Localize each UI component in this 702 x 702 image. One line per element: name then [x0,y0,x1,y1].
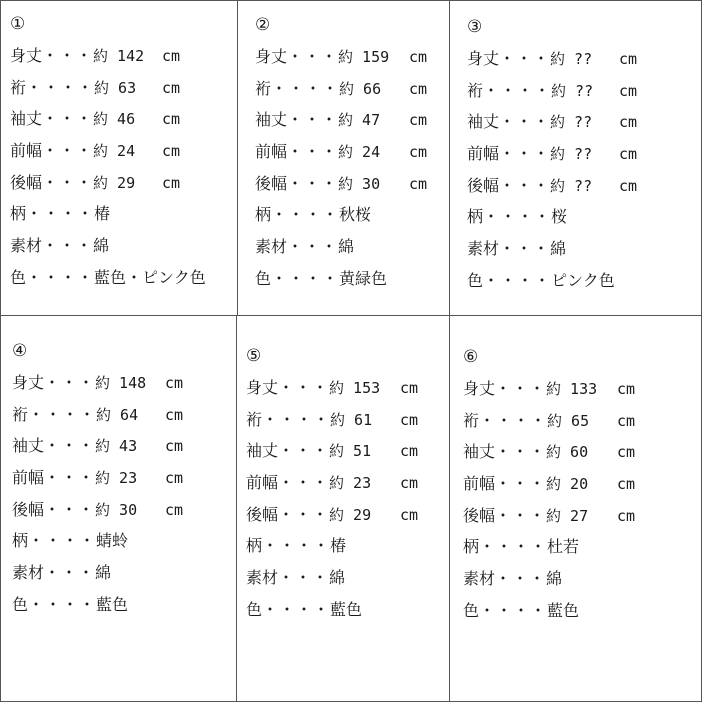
spec-value: 約 47 [338,111,381,130]
spec-leader-dots: ・・・ [44,563,96,583]
spec-value: 約 24 [93,142,136,161]
spec-row [463,569,698,601]
spec-leader-dots: ・・・ [287,142,339,162]
spec-label: 柄 [12,531,29,551]
spec-unit: cm [409,143,428,162]
spec-unit: cm [617,380,636,398]
spec-leader-dots: ・・・ [278,441,330,461]
spec-row [12,436,232,468]
spec-row [12,500,232,532]
spec-value: 約 ?? [550,50,593,68]
spec-leader-dots: ・・・・ [262,536,331,556]
spec-unit: cm [165,374,184,392]
spec-leader-dots: ・・・ [495,379,547,398]
spec-leader-dots: ・・・ [287,47,339,66]
spec-label: 柄 [10,204,27,224]
spec-row [463,506,698,538]
spec-leader-dots: ・・・ [278,378,330,397]
spec-value: 椿 [330,536,347,556]
spec-leader-dots: ・・・ [42,46,94,65]
spec-unit: cm [165,500,184,519]
spec-label: 柄 [246,536,263,556]
spec-row [12,468,232,500]
spec-value: 約 ?? [550,145,593,164]
spec-value: 約 46 [93,110,136,129]
spec-label: 色 [463,600,480,620]
spec-value: 約 148 [95,374,147,392]
spec-label: 袖丈 [12,436,45,456]
spec-row [246,410,446,442]
spec-label: 色 [255,268,272,288]
spec-leader-dots: ・・・ [499,112,551,132]
spec-row [463,411,698,443]
spec-row [255,269,445,301]
spec-unit: cm [619,145,638,164]
spec-row [12,373,232,405]
spec-label: 前幅 [467,144,500,164]
spec-label: 身丈 [10,46,43,65]
spec-value: 綿 [95,563,112,583]
spec-value: 約 ?? [550,176,593,195]
spec-row [12,531,232,563]
spec-row [463,601,698,633]
spec-label: 身丈 [255,47,288,66]
item-number: ⑤ [246,346,262,366]
spec-value: 約 60 [546,443,589,462]
spec-value: 綿 [550,239,567,259]
spec-label: 素材 [10,236,43,256]
spec-leader-dots: ・・・・ [479,410,548,430]
spec-label: 色 [246,599,263,619]
spec-value: 綿 [338,237,355,257]
spec-label: 前幅 [246,473,279,493]
spec-value: 約 142 [93,47,145,65]
spec-leader-dots: ・・・ [42,109,94,129]
spec-value: 椿 [94,204,111,224]
spec-leader-dots: ・・・・ [262,599,331,619]
grid-divider-bottom-1 [236,315,237,702]
spec-unit: cm [617,443,636,462]
spec-label: 後幅 [463,505,496,525]
spec-unit: cm [400,474,419,493]
spec-unit: cm [409,111,428,130]
spec-row [467,81,697,113]
grid-border-left [0,0,1,702]
spec-unit: cm [619,50,638,68]
spec-label: 身丈 [12,373,45,392]
spec-leader-dots: ・・・・ [479,600,548,620]
spec-row [10,236,235,268]
item-cell-4 [12,341,232,627]
spec-label: 柄 [255,205,272,225]
spec-leader-dots: ・・・ [495,505,547,525]
spec-value: 約 51 [329,442,372,461]
spec-unit: cm [619,113,638,132]
spec-label: 裄 [10,77,27,97]
spec-row [12,405,232,437]
spec-value: 綿 [546,569,563,589]
spec-leader-dots: ・・・ [287,173,339,193]
spec-label: 裄 [467,80,484,100]
spec-row [467,144,697,176]
spec-leader-dots: ・・・・ [26,267,95,287]
spec-value: 藍色 [330,599,363,619]
spec-unit: cm [617,411,636,430]
spec-unit: cm [162,78,181,97]
spec-label: 色 [10,267,27,287]
spec-label: 後幅 [255,173,288,193]
spec-label: 素材 [246,568,279,588]
item-number: ① [10,14,26,34]
spec-value: 約 133 [546,380,598,398]
spec-unit: cm [619,176,638,195]
spec-leader-dots: ・・・ [287,237,339,257]
spec-leader-dots: ・・・・ [271,78,340,98]
spec-value: 約 30 [95,500,138,519]
spec-row [12,563,232,595]
spec-row [246,505,446,537]
spec-row [463,379,698,411]
spec-leader-dots: ・・・・ [271,268,340,288]
grid-divider-middle [0,315,702,316]
spec-value: 約 ?? [550,113,593,132]
spec-leader-dots: ・・・・ [262,409,331,429]
spec-label: 柄 [463,537,480,557]
spec-row [255,47,445,79]
spec-label: 柄 [467,207,484,227]
spec-label: 素材 [12,563,45,583]
spec-value: 藍色・ピンク色 [94,267,206,287]
spec-unit: cm [400,410,419,429]
spec-unit: cm [619,81,638,100]
spec-row [467,112,697,144]
spec-value: 約 ?? [551,81,594,100]
spec-label: 後幅 [10,172,43,192]
spec-leader-dots: ・・・ [44,373,96,392]
spec-label: 裄 [463,410,480,430]
spec-label: 袖丈 [10,109,43,129]
spec-label: 袖丈 [463,442,496,462]
spec-value: 桜 [551,207,568,227]
spec-unit: cm [617,506,636,525]
spec-leader-dots: ・・・ [495,474,547,494]
spec-value: ピンク色 [551,270,615,290]
grid-border-top [0,0,702,1]
grid-divider-bottom-2 [449,315,450,702]
item-cell-1 [10,14,235,300]
spec-row [10,173,235,205]
spec-row [463,474,698,506]
spec-label: 身丈 [246,378,279,397]
spec-leader-dots: ・・・ [499,49,551,68]
grid-divider-top-2 [449,0,450,315]
spec-label: 袖丈 [246,441,279,461]
spec-leader-dots: ・・・ [495,569,547,589]
spec-leader-dots: ・・・ [287,110,339,130]
spec-value: 約 159 [338,48,390,66]
spec-value: 蜻蛉 [96,531,129,551]
spec-label: 袖丈 [255,110,288,130]
spec-row [246,473,446,505]
spec-row [10,46,235,78]
spec-row [10,141,235,173]
spec-leader-dots: ・・・・ [28,531,97,551]
spec-leader-dots: ・・・・ [483,207,552,227]
spec-label: 前幅 [10,141,43,161]
spec-unit: cm [162,173,181,192]
item-number: ④ [12,341,28,361]
spec-row [255,205,445,237]
spec-row [10,78,235,110]
spec-row [10,268,235,300]
spec-row [246,600,446,632]
spec-value: 約 27 [546,506,589,525]
spec-value: 約 20 [546,475,589,494]
spec-label: 素材 [255,237,288,257]
spec-label: 後幅 [246,504,279,524]
spec-value: 約 66 [339,79,382,98]
spec-label: 身丈 [463,379,496,398]
spec-unit: cm [162,47,181,65]
spec-value: 約 30 [338,174,381,193]
spec-leader-dots: ・・・ [44,436,96,456]
item-number: ⑥ [463,347,479,367]
spec-value: 約 61 [330,410,373,429]
spec-value: 約 29 [329,505,372,524]
spec-row [246,536,446,568]
spec-label: 裄 [12,404,29,424]
spec-label: 前幅 [255,142,288,162]
spec-leader-dots: ・・・ [44,468,96,488]
spec-leader-dots: ・・・ [278,473,330,493]
spec-unit: cm [165,405,184,424]
spec-unit: cm [617,475,636,494]
spec-row [246,378,446,410]
spec-leader-dots: ・・・ [278,568,330,588]
spec-row [467,207,697,239]
spec-row [467,239,697,271]
spec-value: 黄緑色 [339,268,388,288]
spec-leader-dots: ・・・ [44,499,96,519]
spec-label: 素材 [467,239,500,259]
spec-leader-dots: ・・・ [499,144,551,164]
spec-leader-dots: ・・・ [499,175,551,195]
spec-row [255,79,445,111]
item-cell-3 [467,17,697,303]
spec-row [255,110,445,142]
spec-unit: cm [409,174,428,193]
spec-leader-dots: ・・・ [42,141,94,161]
spec-leader-dots: ・・・・ [28,594,97,614]
spec-label: 袖丈 [467,112,500,132]
item-cell-6 [463,347,698,633]
spec-leader-dots: ・・・・ [26,204,95,224]
spec-unit: cm [162,142,181,161]
spec-label: 裄 [255,78,272,98]
spec-leader-dots: ・・・ [42,236,94,256]
spec-row [255,237,445,269]
spec-row [467,49,697,81]
item-number: ② [255,15,271,35]
spec-label: 色 [467,270,484,290]
spec-value: 藍色 [547,600,580,620]
spec-value: 約 153 [329,379,381,397]
spec-value: 約 65 [547,411,590,430]
spec-value: 約 64 [96,405,139,424]
spec-label: 素材 [463,569,496,589]
spec-value: 約 63 [94,78,137,97]
spec-leader-dots: ・・・・ [28,404,97,424]
spec-unit: cm [162,110,181,129]
spec-row [467,271,697,303]
grid-divider-top-1 [237,0,238,315]
spec-value: 約 23 [95,469,138,488]
spec-leader-dots: ・・・・ [26,77,95,97]
spec-label: 裄 [246,409,263,429]
spec-unit: cm [409,79,428,98]
spec-unit: cm [400,442,419,461]
spec-value: 藍色 [96,594,129,614]
spec-leader-dots: ・・・ [42,172,94,192]
spec-row [10,109,235,141]
spec-unit: cm [400,505,419,524]
spec-row [463,537,698,569]
spec-unit: cm [409,48,428,66]
item-cell-2 [255,15,445,301]
item-number: ③ [467,17,483,37]
spec-value: 約 43 [95,437,138,456]
spec-row [10,204,235,236]
spec-value: 約 23 [329,474,372,493]
spec-unit: cm [165,437,184,456]
spec-value: 綿 [93,236,110,256]
spec-label: 後幅 [467,175,500,195]
spec-value: 約 24 [338,143,381,162]
spec-leader-dots: ・・・・ [271,205,340,225]
spec-leader-dots: ・・・ [278,504,330,524]
spec-label: 前幅 [463,474,496,494]
spec-label: 身丈 [467,49,500,68]
spec-leader-dots: ・・・・ [483,270,552,290]
spec-row [246,568,446,600]
spec-row [467,176,697,208]
spec-value: 約 29 [93,173,136,192]
spec-label: 後幅 [12,499,45,519]
item-cell-5 [246,346,446,632]
spec-label: 前幅 [12,468,45,488]
spec-row [12,595,232,627]
spec-label: 色 [12,594,29,614]
spec-unit: cm [165,469,184,488]
spec-row [255,142,445,174]
spec-value: 綿 [329,568,346,588]
spec-leader-dots: ・・・・ [479,537,548,557]
spec-leader-dots: ・・・・ [483,80,552,100]
spec-leader-dots: ・・・ [499,239,551,259]
spec-value: 杜若 [547,537,580,557]
spec-row [246,441,446,473]
spec-value: 秋桜 [339,205,372,225]
spec-leader-dots: ・・・ [495,442,547,462]
spec-row [255,174,445,206]
spec-unit: cm [400,379,419,397]
spec-row [463,442,698,474]
